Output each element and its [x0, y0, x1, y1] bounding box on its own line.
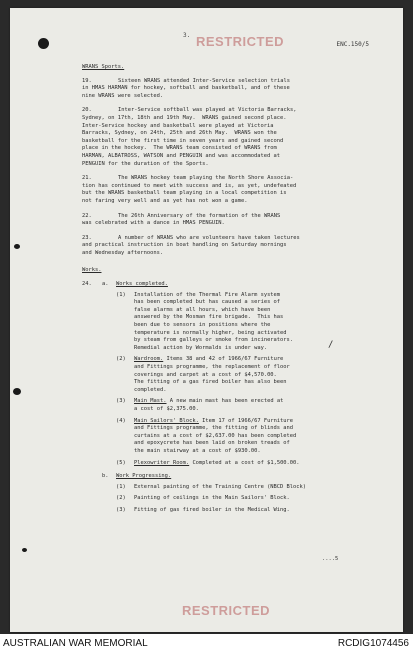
punch-hole [38, 38, 49, 49]
text-line: Installation of the Thermal Fire Alarm system [134, 291, 281, 298]
text-line: and Wednesday afternoons. [82, 249, 164, 256]
text-line: Inter-Service softball was played at Victoria Barracks, [118, 107, 297, 114]
text-line: Barracks, Sydney, on 24th, 25th and 26th May. WRANS won the [82, 130, 277, 137]
progressing-item-3 [116, 507, 354, 515]
archive-footer [0, 634, 413, 653]
text-line: HARMAN, ALBATROSS, WATSON and PENGUIN and was accommodated at [82, 152, 280, 159]
item-number: (2) [116, 356, 126, 363]
works-heading: Works. [82, 267, 102, 274]
item-number: (4) [116, 417, 126, 424]
works-completed-heading [82, 281, 354, 289]
paragraph-19 [82, 78, 354, 86]
sub-title: Works completed. [116, 281, 168, 288]
text-line: The fitting of a gas fired boiler has also been [134, 379, 287, 386]
punch-hole [22, 548, 27, 552]
text-line: by steam from galleys or smoke from incinerators. [134, 337, 294, 344]
text-line: Remedial action by Wormalds is under way. [134, 344, 268, 351]
item-number: (1) [116, 483, 126, 490]
text-line: Item 17 of 1966/67 Furniture [202, 417, 294, 424]
punch-hole [14, 244, 20, 249]
text-line: curtains at a cost of $2,637.00 has been completed [134, 432, 297, 439]
text-line: completed. [134, 386, 167, 393]
text-line: tion has continued to meet with success and is, as yet, undefeated [82, 182, 297, 189]
text-line: nine WRANS were selected. [82, 92, 164, 99]
sports-heading: WRANS Sports. [82, 64, 125, 70]
completed-item-5 [116, 460, 354, 468]
text-line: answered by the Mosman fire brigade. This has [134, 314, 284, 321]
item-number: (1) [116, 291, 126, 298]
text-line: PENGUIN for the duration of the Sports. [82, 160, 209, 167]
text-line: been due to sensors in positions where the [134, 322, 271, 329]
text-line: and practical instruction in boat handling on Saturday mornings [82, 242, 287, 249]
document-body [82, 64, 354, 519]
item-title: Plexowriter Room. [134, 459, 190, 466]
archive-id: RCDIG1074456 [337, 638, 409, 649]
text-line: coverings and carpet at a cost of $4,570.00. [134, 371, 277, 378]
text-line: in HMAS HARMAN for hockey, softball and basketball, and of these [82, 85, 290, 92]
item-number: (3) [116, 398, 126, 405]
text-line: Fitting of gas fired boiler in the Medical Wing. [134, 506, 290, 513]
text-line: and epoxycrete has been laid on broken treads of [134, 440, 290, 447]
completed-item-3 [116, 398, 354, 413]
completed-item-2 [116, 356, 354, 394]
document-reference: ENC.150/5 [336, 41, 369, 48]
text-line: but the WRANS basketball team playing in a local competition is [82, 190, 287, 197]
paragraph-number: 22. [82, 212, 92, 219]
item-number: (5) [116, 459, 126, 466]
paragraph-21 [82, 175, 354, 183]
paragraph-22 [82, 213, 354, 221]
text-line: A new main mast has been erected at [169, 398, 284, 405]
text-line: and Fittings programme, the replacement of floor [134, 364, 290, 370]
paragraph-number: 21. [82, 175, 92, 182]
text-line: and Fittings programme, the fitting of blinds and [134, 425, 294, 432]
completed-item-4 [116, 418, 354, 456]
completed-item-1 [116, 292, 354, 353]
paragraph-number: 20. [82, 107, 92, 114]
text-line: not faring very well and as yet has not won a game. [82, 197, 248, 204]
text-line: Sixteen WRANS attended Inter-Service selection trials [118, 77, 291, 84]
paragraph-number: 19. [82, 77, 92, 84]
text-line: false alarms at all hours, which have been [134, 306, 271, 313]
item-title: Main Sailors' Block. [134, 417, 199, 424]
sub-letter: b. [102, 473, 109, 480]
text-line: The 26th Anniversary of the formation of the WRANS [118, 212, 281, 219]
punch-hole [13, 388, 21, 395]
item-number: (3) [116, 506, 126, 513]
text-line: Painting of ceilings in the Main Sailors' Block. [134, 495, 290, 502]
text-line: the main stairway at a cost of $930.00. [134, 447, 261, 454]
page-number: 3. [183, 32, 191, 39]
archive-name: AUSTRALIAN WAR MEMORIAL [3, 638, 148, 649]
text-line: basketball for the first time in seven years and gained second [82, 137, 284, 144]
text-line: External painting of the Training Centre (NBCD Block) [134, 483, 307, 490]
item-title: Wardroom. [134, 356, 164, 363]
text-line: was celebrated with a dance in HMAS PENGUIN. [82, 220, 225, 227]
progressing-item-1 [116, 484, 354, 492]
text-line: The WRANS hockey team playing the North Shore Associa- [118, 175, 294, 182]
sub-title: Work Progressing. [116, 473, 172, 480]
continuation-marker: ....5 [322, 556, 339, 562]
text-line: place in the hockey. The WRANS team consisted of WRANS from [82, 145, 277, 152]
paragraph-23 [82, 235, 354, 243]
paragraph-20 [82, 107, 354, 115]
item-number: (2) [116, 495, 126, 502]
text-line: Inter-Service hockey and basketball were played at Victoria [82, 122, 274, 129]
text-line: A number of WRANS who are volunteers have taken lectures [118, 234, 300, 241]
handwritten-mark: / [328, 340, 334, 350]
restricted-stamp-top: RESTRICTED [196, 34, 285, 49]
text-line: a cost of $2,375.00. [134, 405, 199, 412]
text-line: Items 38 and 42 of 1966/67 Furniture [166, 356, 284, 363]
restricted-stamp-bottom: RESTRICTED [182, 603, 271, 618]
progressing-item-2 [116, 495, 354, 503]
paragraph-number: 24. [82, 281, 92, 288]
paragraph-number: 23. [82, 234, 92, 241]
text-line: Sydney, on 17th, 18th and 19th May. WRANS gained second place. [82, 114, 287, 121]
text-line: temperature is normally higher, being activated [134, 329, 287, 336]
text-line: Completed at a cost of $1,500.00. [192, 459, 300, 466]
item-title: Main Mast. [134, 398, 167, 405]
text-line: has been completed but has caused a series of [134, 299, 281, 306]
sub-letter: a. [102, 281, 109, 288]
work-progressing-heading [102, 473, 354, 481]
